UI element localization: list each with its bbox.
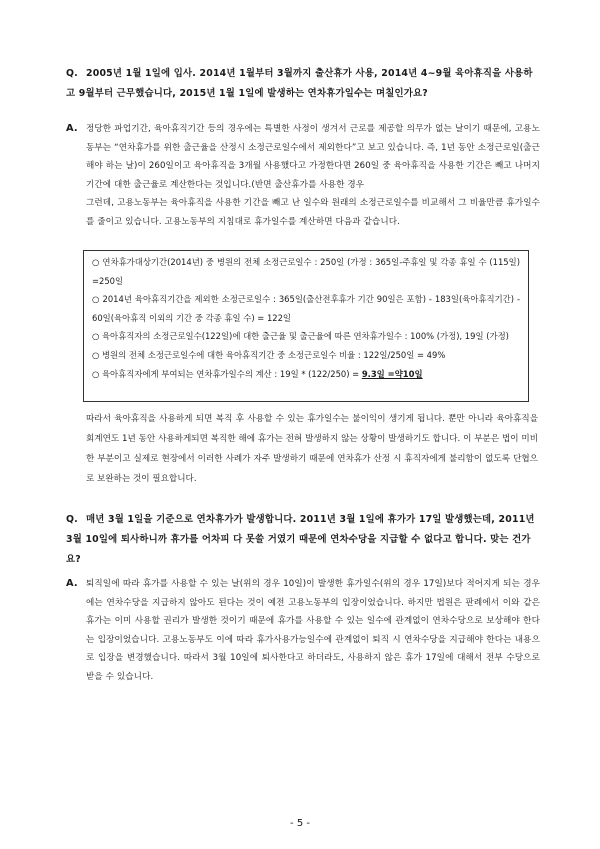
question-marker: Q. bbox=[66, 68, 78, 79]
calculation-box bbox=[83, 250, 529, 402]
answer-marker: A. bbox=[66, 123, 78, 134]
calc-line-1: ○ 연차휴가대상기간(2014년) 중 병원의 전체 소정근로일수 : 250일 (가정 : 365일-주휴일 및 각종 휴일 수 (115일) =250일 bbox=[92, 257, 520, 286]
calc-result: 9.3일 =약10일 bbox=[361, 368, 423, 379]
question-marker: Q. bbox=[66, 514, 78, 525]
calc-line-4: ○ 병원의 전체 소정근로일수에 대한 육아휴직기간 중 소정근로일수 비율 : 122일/250일 = 49% bbox=[92, 349, 446, 360]
answer-2 bbox=[66, 575, 540, 687]
question-1-text: 2005년 1월 1일에 입사. 2014년 1월부터 3월까지 출산휴가 사용, 2014년 4~9월 육아휴직을 사용하고 9월부터 근무했습니다, 2015년 1월 1일에 발생하는 연차휴가일수는 며칠인가요? bbox=[66, 68, 533, 99]
answer-1-conclusion bbox=[86, 409, 538, 489]
answer-1-conclusion-text: 따라서 육아휴직을 사용하게 되면 복직 후 사용할 수 있는 휴가일수는 불이익이 생기게 됩니다. 뿐만 아니라 육아휴직을 회계연도 1년 동안 사용하게되면 복직한 해에 휴가는 전혀 발생하지 않는 상황이 발생하기도 합니다. 이 부분은 법이 미비한 부분이고 실제로 현장에서 이러한 사례가 자주 발생하기 때문에 연차휴가 산정 시 휴직자에게 불리함이 없도록 단협으로 보완하는 것이 필요합니다. bbox=[86, 414, 538, 484]
calc-line-5 bbox=[92, 365, 520, 384]
answer-2-text: 퇴직일에 따라 휴가를 사용할 수 있는 날(위의 경우 10일)이 발생한 휴가일수(위의 경우 17일)보다 적어지게 되는 경우에는 연차수당을 지급하지 않아도 된다는 것이 예전 고용노동부의 입장이었습니다. 하지만 법원은 판례에서 이와 같은 휴가는 이미 사용할 권리가 발생한 것이기 때문에 휴가를 사용할 수 있는 일수에 관계없이 연차수당으로 보상해야 한다는 입장이었습니다. 고용노동부도 이에 따라 휴가사용가능일수에 관계없이 퇴직 시 연차수당을 지급해야 한다는 내용으로 입장을 변경했습니다. 따라서 3월 10일에 퇴사한다고 하더라도, 사용하지 않은 휴가 17일에 대해서 전부 수당으로 받을 수 있습니다. bbox=[86, 579, 540, 682]
question-1 bbox=[66, 64, 540, 104]
calc-line-5-prefix: ○ 육아휴직자에게 부여되는 연차휴가일수의 계산 : 19일 * (122/250) = bbox=[92, 368, 362, 379]
page-number: - 5 - bbox=[290, 818, 310, 829]
question-2 bbox=[66, 510, 540, 570]
answer-1-paragraph-2: 그런데, 고용노동부는 육아휴직을 사용한 기간을 빼고 난 일수와 원래의 소정근로일수를 비교해서 그 비율만큼 휴가일수를 줄이고 있습니다. 고용노동부의 지침대로 휴가일수를 계산하면 다음과 같습니다. bbox=[86, 198, 540, 227]
answer-1-paragraph-1: 정당한 파업기간, 육아휴직기간 등의 경우에는 특별한 사정이 생겨서 근로를 제공할 의무가 없는 날이기 때문에, 고용노동부는 “연차휴가를 위한 출근율을 산정시 소정근로일수에서 제외한다”고 보고 있습니다. 즉, 1년 동안 소정근로일(출근해야 하는 날)이 260일이고 육아휴직을 3개월 사용했다고 가정한다면 260일 중 육아휴직을 사용한 기간은 빼고 나머지 기간에 대한 출근율로 계산한다는 것입니다.(반면 출산휴가를 사용한 경우 bbox=[86, 124, 540, 190]
calc-line-3: ○ 육아휴직자의 소정근로일수(122일)에 대한 출근율 및 출근율에 따른 연차휴가일수 : 100% (가정), 19일 (가정) bbox=[92, 331, 509, 342]
calc-line-2: ○ 2014년 육아휴직기간을 제외한 소정근로일수 : 365일(출산전후휴가 기간 90일은 포함) - 183일(육아휴직기간) - 60일(육아휴직 이외의 기간 중 각종 휴일 수) = 122일 bbox=[92, 294, 520, 323]
answer-1 bbox=[66, 120, 540, 232]
answer-marker: A. bbox=[66, 578, 78, 589]
question-2-text: 매년 3월 1일을 기준으로 연차휴가가 발생합니다. 2011년 3월 1일에 휴가가 17일 발생했는데, 2011년 3월 10일에 퇴사하니까 휴가를 어차피 다 못쓸 거였기 때문에 연차수당을 지급할 수 없다고 합니다. 맞는 건가요? bbox=[66, 514, 535, 565]
